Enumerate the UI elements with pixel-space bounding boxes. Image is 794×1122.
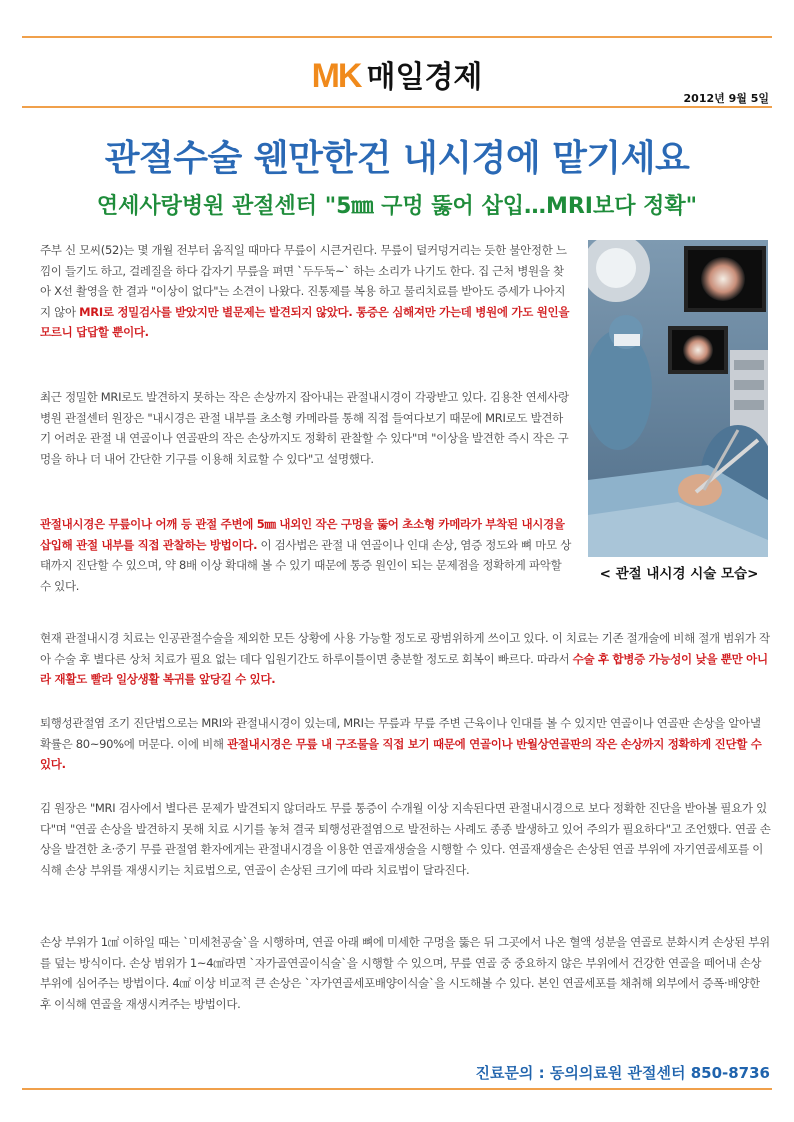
paragraph-4-highlight: 수술 후 합병증 가능성이 낮을 뿐만 아니라 재활도 빨라 일상생활 복귀를 앞당길 수 있다. [40, 651, 768, 686]
logo-mk: MK [311, 57, 361, 95]
logo-name: 매일경제 [366, 60, 483, 95]
paragraph-3-highlight: 관절내시경은 무릎이나 어깨 등 관절 주변에 5㎜ 내외인 작은 구멍을 뚫어 초소형 카메라가 부착된 내시경을 삽입해 관절 내부를 직접 관찰하는 방법이다. [40, 517, 565, 552]
paragraph-5-highlight: 관절내시경은 무릎 내 구조물을 직접 보기 때문에 연골이나 반월상연골판의 작은 손상까지 정확하게 진단할 수 있다. [40, 736, 762, 771]
paragraph-2-text: 최근 정밀한 MRI로도 발견하지 못하는 작은 손상까지 잡아내는 관절내시경이 각광받고 있다. 김용찬 연세사랑병원 관절센터 원장은 "내시경은 관절 내부를 초소형 카메라를 통해 직접 들여다보기 때문에 MRI로도 발견하기 어려운 관절 내 연골이나 연골판의 작은 손상까지도 정확히 관찰할 수 있다"며 "이상을 발견한 즉시 작은 구멍을 하나 더 내어 간단한 기구를 이용해 치료할 수 있다"고 설명했다. [40, 390, 569, 466]
article-subtitle: 연세사랑병원 관절센터 "5㎜ 구멍 뚫어 삽입…MRI보다 정확" [96, 194, 698, 219]
paragraph-2 [40, 387, 573, 469]
paragraph-4-text: 현재 관절내시경 치료는 인공관절수술을 제외한 모든 상황에 사용 가능할 정도로 광범위하게 쓰이고 있다. 이 치료는 기존 절개술에 비해 절개 범위가 작아 수술 후 별다른 상처 치료가 필요 없는 데다 입원기간도 하루이틀이면 충분할 정도로 회복이 빠르다. 따라서 [40, 631, 770, 666]
masthead-logo [0, 52, 794, 96]
arthroscopy-photo-illustration [588, 240, 768, 557]
header-rule [22, 106, 772, 108]
paragraph-1 [40, 240, 573, 343]
paragraph-3-text: 이 검사법은 관절 내 연골이나 인대 손상, 염증 정도와 뼈 마모 상태까지 진단할 수 있으며, 약 8배 이상 확대해 볼 수 있기 때문에 통증 원인이 되는 문제점을 정확하게 파악할 수 있다. [40, 537, 572, 593]
publish-date: 2012년 9월 5일 [683, 92, 769, 105]
photo-caption: < 관절 내시경 시술 모습> [599, 566, 759, 582]
article-title: 관절수술 웬만한건 내시경에 맡기세요 [104, 138, 690, 179]
paragraph-5 [40, 713, 772, 775]
contact-info: 진료문의 : 동의의료원 관절센터 850-8736 [475, 1064, 770, 1082]
paragraph-6 [40, 798, 772, 880]
arthroscopy-photo [588, 240, 768, 557]
paragraph-7 [40, 932, 772, 1014]
paragraph-5-text: 퇴행성관절염 조기 진단법으로는 MRI와 관절내시경이 있는데, MRI는 무릎과 무릎 주변 근육이나 인대를 볼 수 있지만 연골이나 연골판 손상을 알아낼 확률은 80~90%에 머문다. 이에 비해 [40, 716, 761, 751]
top-rule [22, 36, 772, 38]
paragraph-4 [40, 628, 772, 690]
paragraph-6-text: 김 원장은 "MRI 검사에서 별다른 문제가 발견되지 않더라도 무릎 통증이 수개월 이상 지속된다면 관절내시경으로 보다 정확한 진단을 받아볼 필요가 있다"며 "연골 손상을 발견하지 못해 치료 시기를 놓쳐 결국 퇴행성관절염으로 발전하는 사례도 종종 발생하고 있어 주의가 필요하다"고 조언했다. 연골 손상을 발견한 초·중기 무릎 관절염 환자에게는 관절내시경을 이용한 연골재생술을 시행할 수 있다. 연골재생술은 손상된 연골 부위에 자기연골세포를 이식해 손상 부위를 재생시키는 치료법으로, 연골이 손상된 크기에 따라 치료법이 달라진다. [40, 801, 771, 877]
paragraph-3 [40, 514, 573, 596]
bottom-rule [22, 1088, 772, 1090]
paragraph-1-highlight: MRI로 정밀검사를 받았지만 별문제는 발견되지 않았다. 통증은 심해져만 가는데 병원에 가도 원인을 모르니 답답할 뿐이다. [40, 304, 570, 339]
paragraph-7-text: 손상 부위가 1㎠ 이하일 때는 `미세천공술`을 시행하며, 연골 아래 뼈에 미세한 구멍을 뚫은 뒤 그곳에서 나온 혈액 성분을 연골로 분화시켜 손상된 부위를 덮는 방식이다. 손상 범위가 1~4㎠라면 `자가골연골이식술`을 시행할 수 있으며, 무릎 연골 중 중요하지 않은 부위에서 건강한 연골을 떼어내 손상 부위에 심어주는 방법이다. 4㎠ 이상 비교적 큰 손상은 `자가연골세포배양이식술`을 시도해볼 수 있다. 본인 연골세포를 채취해 외부에서 증폭·배양한 후 이식해 연골을 재생시켜주는 방법이다. [40, 935, 770, 1011]
paragraph-1-text: 주부 신 모씨(52)는 몇 개월 전부터 움직일 때마다 무릎이 시큰거린다. 무릎이 덜커덩거리는 듯한 불안정한 느낌이 들기도 하고, 걸레질을 하다 갑자기 무릎을 펴면 `두두둑~` 하는 소리가 나기도 한다. 집 근처 병원을 찾아 X선 촬영을 한 결과 "이상이 없다"는 소견이 나왔다. 진통제를 복용 하고 물리치료를 받아도 증세가 나아지지 않아 [40, 243, 567, 319]
